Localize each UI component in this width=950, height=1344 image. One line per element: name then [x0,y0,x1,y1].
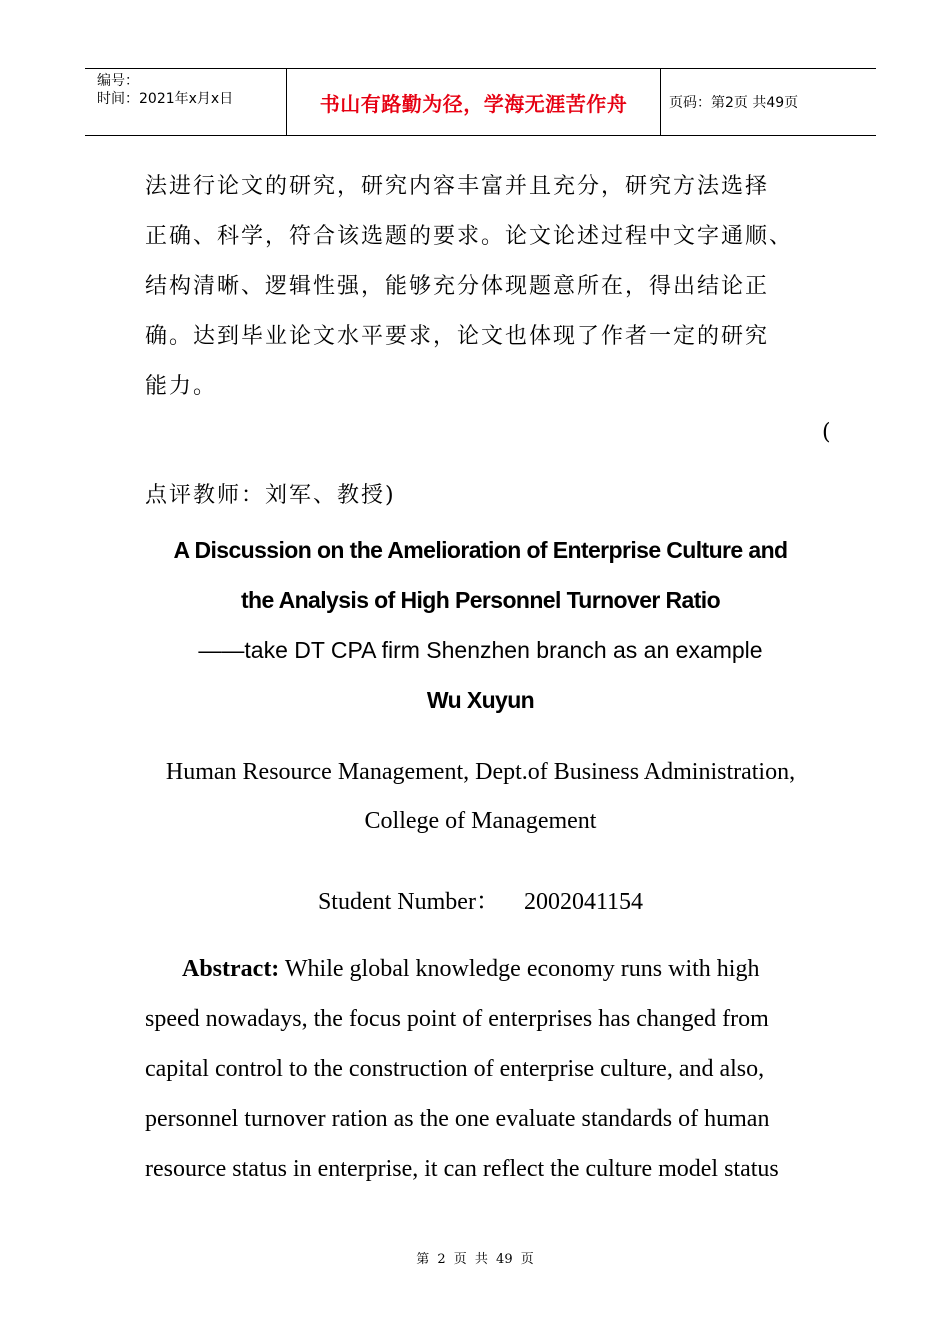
header-time-label: 时间：2021年x月x日 [97,91,234,107]
paper-title-line-1: A Discussion on the Amelioration of Enterprise Culture and [173,537,788,563]
review-paragraph [145,162,825,412]
header-motto: 书山有路勤为径，学海无涯苦作舟 [319,91,628,116]
paper-title-line-2: the Analysis of High Personnel Turnover Ratio [240,587,721,613]
header-number-label: 编号： [97,73,139,89]
abstract-first-line [145,944,835,994]
abstract-paragraph [145,944,835,1194]
paper-subtitle: ——take DT CPA firm Shenzhen branch as an example [198,637,763,663]
abstract-line: While global knowledge economy runs with high [284,956,760,982]
review-line: 能力。 [145,374,218,399]
header-page-cell [661,69,876,135]
student-number-value: 2002041154 [523,889,644,915]
header-meta [85,69,287,135]
abstract-line: personnel turnover ration as the one evaluate standards of human [145,1106,770,1132]
abstract-line: resource status in enterprise, it can reflect the culture model status [145,1156,779,1182]
review-line: 结构清晰、逻辑性强，能够充分体现题意所在，得出结论正 [145,274,770,299]
review-line: 正确、科学，符合该选题的要求。论文论述过程中文字通顺、 [145,224,794,249]
open-parenthesis: ( [822,420,831,445]
page-footer: 第 2 页 共 49 页 [416,1252,534,1267]
reviewer-signature: 点评教师：刘军、教授) [145,483,396,508]
affiliation-line-2: College of Management [364,808,597,834]
header-motto-cell [287,69,661,135]
student-number-label: Student Number： [317,889,500,915]
header-page-info: 页码：第2页 共49页 [669,95,799,111]
student-number [85,881,876,916]
abstract-line: capital control to the construction of enterprise culture, and also, [145,1056,765,1082]
abstract-label: Abstract: [182,956,280,982]
review-line: 确。达到毕业论文水平要求，论文也体现了作者一定的研究 [145,324,770,349]
affiliation-line-1: Human Resource Management, Dept.of Business Administration, [165,759,796,785]
abstract-line: speed nowadays, the focus point of enterprises has changed from [145,1006,769,1032]
review-line: 法进行论文的研究，研究内容丰富并且充分，研究方法选择 [145,174,770,199]
paper-author: Wu Xuyun [426,687,535,713]
document-header [85,68,876,136]
